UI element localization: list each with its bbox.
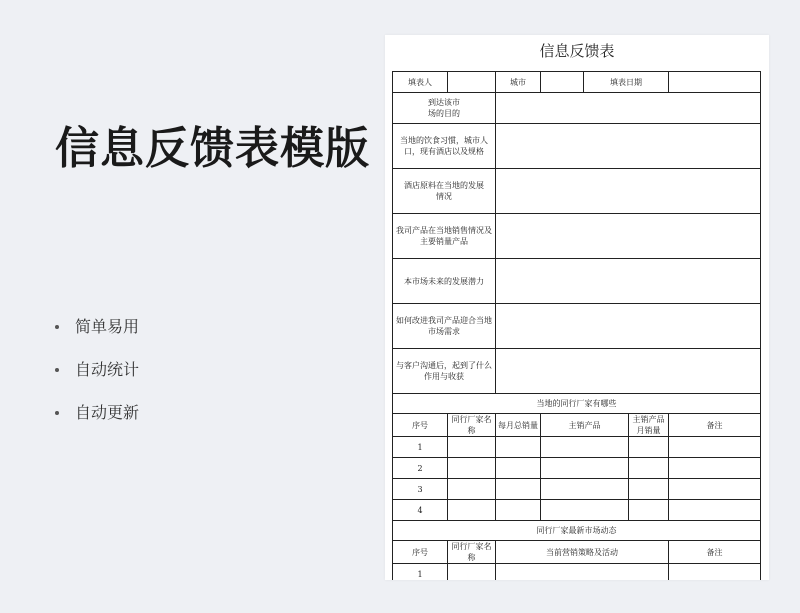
answer-cell[interactable] — [496, 304, 761, 349]
question-label: 我司产品在当地销售情况及 主要销量产品 — [393, 214, 496, 259]
date-value-cell[interactable] — [669, 72, 761, 93]
question-row — [393, 124, 761, 169]
data-cell[interactable] — [629, 437, 669, 458]
question-row — [393, 349, 761, 394]
data-cell[interactable] — [448, 437, 496, 458]
data-cell[interactable] — [541, 437, 629, 458]
data-cell[interactable] — [448, 458, 496, 479]
data-cell[interactable] — [669, 564, 761, 581]
data-cell[interactable] — [629, 458, 669, 479]
row-number: 4 — [393, 500, 448, 521]
question-row — [393, 169, 761, 214]
filler-value-cell[interactable] — [448, 72, 496, 93]
answer-cell[interactable] — [496, 349, 761, 394]
table-row — [393, 564, 761, 581]
question-label: 与客户沟通后，起到了什么 作用与收获 — [393, 349, 496, 394]
data-cell[interactable] — [541, 479, 629, 500]
page-headline: 信息反馈表模版 — [55, 123, 370, 174]
bullet-dot-icon — [55, 325, 59, 329]
table-row — [393, 479, 761, 500]
question-label: 到达该市 场的目的 — [393, 93, 496, 124]
row-number: 3 — [393, 479, 448, 500]
data-cell[interactable] — [669, 479, 761, 500]
data-cell[interactable] — [496, 500, 541, 521]
feature-item: 自动更新 — [55, 396, 139, 439]
data-cell[interactable] — [669, 500, 761, 521]
column-header: 主销产品 月销量 — [629, 414, 669, 437]
question-label: 当地的饮食习惯，城市人 口，现有酒店以及规格 — [393, 124, 496, 169]
answer-cell[interactable] — [496, 93, 761, 124]
question-row — [393, 93, 761, 124]
feature-item: 自动统计 — [55, 353, 139, 396]
answer-cell[interactable] — [496, 214, 761, 259]
table-row — [393, 437, 761, 458]
city-value-cell[interactable] — [541, 72, 584, 93]
answer-cell[interactable] — [496, 124, 761, 169]
feedback-form-table — [392, 71, 761, 580]
data-cell[interactable] — [448, 564, 496, 581]
date-label: 填表日期 — [584, 72, 669, 93]
row-number: 1 — [393, 437, 448, 458]
column-header: 当前营销策略及活动 — [496, 541, 669, 564]
data-cell[interactable] — [496, 437, 541, 458]
column-header: 备注 — [669, 414, 761, 437]
column-header: 序号 — [393, 541, 448, 564]
form-header-row — [393, 72, 761, 93]
column-header: 同行厂家名 称 — [448, 414, 496, 437]
data-cell[interactable] — [496, 479, 541, 500]
answer-cell[interactable] — [496, 169, 761, 214]
market-dynamics-header-row — [393, 541, 761, 564]
data-cell[interactable] — [541, 500, 629, 521]
section-title-row — [393, 394, 761, 414]
competitors-section-title: 当地的同行厂家有哪些 — [393, 394, 761, 414]
column-header: 主销产品 — [541, 414, 629, 437]
answer-cell[interactable] — [496, 259, 761, 304]
filler-label: 填表人 — [393, 72, 448, 93]
question-label: 本市场未来的发展潜力 — [393, 259, 496, 304]
data-cell[interactable] — [669, 437, 761, 458]
data-cell[interactable] — [448, 500, 496, 521]
question-row — [393, 214, 761, 259]
row-number: 1 — [393, 564, 448, 581]
question-row — [393, 304, 761, 349]
column-header: 每月总销量 — [496, 414, 541, 437]
column-header: 序号 — [393, 414, 448, 437]
data-cell[interactable] — [669, 458, 761, 479]
question-label: 如何改进我司产品迎合当地 市场需求 — [393, 304, 496, 349]
feature-list — [55, 310, 139, 439]
bullet-dot-icon — [55, 411, 59, 415]
bullet-dot-icon — [55, 368, 59, 372]
data-cell[interactable] — [629, 500, 669, 521]
data-cell[interactable] — [448, 479, 496, 500]
competitors-header-row — [393, 414, 761, 437]
table-row — [393, 500, 761, 521]
question-row — [393, 259, 761, 304]
feature-item: 简单易用 — [55, 310, 139, 353]
data-cell[interactable] — [629, 479, 669, 500]
section-title-row — [393, 521, 761, 541]
data-cell[interactable] — [496, 564, 669, 581]
form-title: 信息反馈表 — [539, 42, 615, 60]
form-preview-sheet — [385, 35, 769, 580]
market-dynamics-section-title: 同行厂家最新市场动态 — [393, 521, 761, 541]
column-header: 同行厂家名 称 — [448, 541, 496, 564]
question-label: 酒店原料在当地的发展 情况 — [393, 169, 496, 214]
data-cell[interactable] — [496, 458, 541, 479]
row-number: 2 — [393, 458, 448, 479]
city-label: 城市 — [496, 72, 541, 93]
column-header: 备注 — [669, 541, 761, 564]
data-cell[interactable] — [541, 458, 629, 479]
table-row — [393, 458, 761, 479]
